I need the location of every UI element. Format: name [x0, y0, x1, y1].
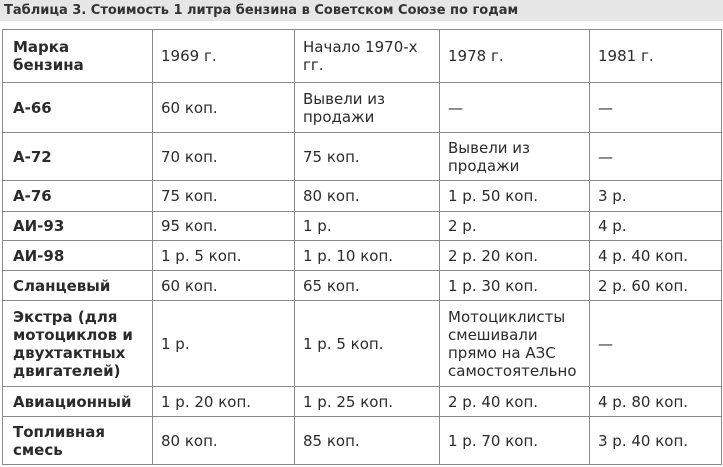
row-label: АИ-98: [3, 241, 153, 271]
table-cell: 70 коп.: [153, 133, 295, 181]
table-row: [3, 417, 722, 465]
table-cell: Вывели из продажи: [440, 133, 590, 181]
table-cell: 3 р. 40 коп.: [590, 417, 722, 465]
table-cell: —: [590, 301, 722, 387]
table-row: [3, 301, 722, 387]
table-cell: —: [590, 133, 722, 181]
table-cell: 1 р. 5 коп.: [153, 241, 295, 271]
table-cell: 80 коп.: [295, 181, 440, 212]
table-cell: 1 р. 70 коп.: [440, 417, 590, 465]
row-label: Топливная смесь: [3, 417, 153, 465]
row-label: А-66: [3, 83, 153, 133]
table-cell: 65 коп.: [295, 271, 440, 301]
table-row: [3, 83, 722, 133]
table-cell: 4 р. 40 коп.: [590, 241, 722, 271]
table-row: [3, 133, 722, 181]
table-cell: 60 коп.: [153, 271, 295, 301]
table-cell: 80 коп.: [153, 417, 295, 465]
table-cell: 2 р.: [440, 212, 590, 241]
table-row: [3, 241, 722, 271]
table-cell: 1 р. 30 коп.: [440, 271, 590, 301]
table-header-row: [3, 30, 722, 83]
header-cell-1969: 1969 г.: [153, 30, 295, 83]
table-cell: —: [440, 83, 590, 133]
row-label: Авиационный: [3, 387, 153, 417]
table-cell: 85 коп.: [295, 417, 440, 465]
table-cell: 2 р. 60 коп.: [590, 271, 722, 301]
header-cell-1981: 1981 г.: [590, 30, 722, 83]
table-cell: 1 р. 10 коп.: [295, 241, 440, 271]
table-cell: 60 коп.: [153, 83, 295, 133]
table-cell: 3 р.: [590, 181, 722, 212]
gasoline-price-table: [2, 29, 722, 465]
row-label: А-76: [3, 181, 153, 212]
table-cell: 1 р.: [295, 212, 440, 241]
row-label: Сланцевый: [3, 271, 153, 301]
table-cell: 4 р. 80 коп.: [590, 387, 722, 417]
header-cell-1978: 1978 г.: [440, 30, 590, 83]
table-cell: 1 р. 50 коп.: [440, 181, 590, 212]
row-label: А-72: [3, 133, 153, 181]
table-cell: —: [590, 83, 722, 133]
table-cell: Вывели из продажи: [295, 83, 440, 133]
table-cell: Мотоциклисты смешивали прямо на АЗС самостоятельно: [440, 301, 590, 387]
header-cell-early-1970s: Начало 1970-х гг.: [295, 30, 440, 83]
table-cell: 75 коп.: [295, 133, 440, 181]
table-caption: Таблица 3. Стоимость 1 литра бензина в Советском Союзе по годам: [0, 0, 723, 21]
table-cell: 95 коп.: [153, 212, 295, 241]
table-cell: 1 р. 20 коп.: [153, 387, 295, 417]
table-row: [3, 212, 722, 241]
table-row: [3, 271, 722, 301]
table-cell: 4 р.: [590, 212, 722, 241]
table-row: [3, 181, 722, 212]
table-cell: 2 р. 40 коп.: [440, 387, 590, 417]
table-cell: 1 р. 25 коп.: [295, 387, 440, 417]
row-label: Экстра (для мотоциклов и двухтактных двигателей): [3, 301, 153, 387]
table-cell: 75 коп.: [153, 181, 295, 212]
table-cell: 1 р.: [153, 301, 295, 387]
table-cell: 2 р. 20 коп.: [440, 241, 590, 271]
header-cell-brand: Марка бензина: [3, 30, 153, 83]
table-row: [3, 387, 722, 417]
row-label: АИ-93: [3, 212, 153, 241]
table-cell: 1 р. 5 коп.: [295, 301, 440, 387]
